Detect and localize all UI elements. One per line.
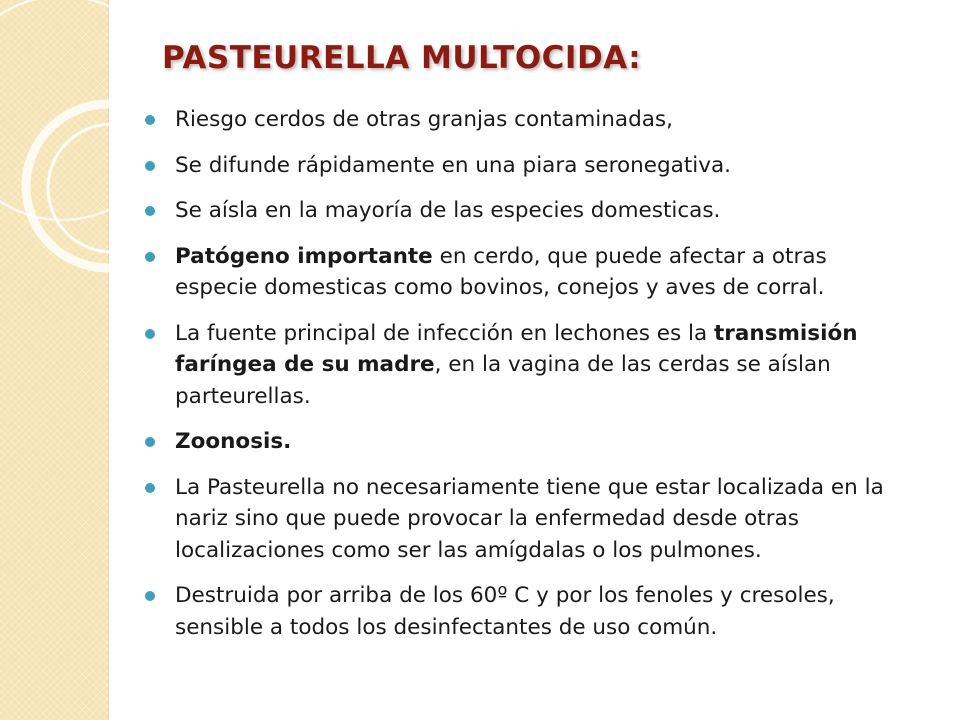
bullet-item [142, 426, 912, 458]
bullet-text-run: Destruida por arriba de los 60º C y por los fenoles y cresoles, sensible a todos los desinfectantes de uso común. [175, 583, 835, 640]
slide-title: PASTEURELLA MULTOCIDA: [162, 40, 642, 76]
bullet-dot-icon [145, 115, 155, 125]
bullet-item [142, 580, 912, 643]
bullet-text-run: , en la vagina de las cerdas se aíslan parteurellas. [175, 352, 831, 409]
bullet-text-run: Se difunde rápidamente en una piara seronegativa. [175, 152, 731, 178]
bullet-item [142, 241, 912, 304]
bullet-text-bold: transmisión faríngea de su madre [175, 320, 858, 377]
bullet-item [142, 150, 912, 182]
bullet-text [175, 583, 835, 640]
bullet-list [142, 104, 912, 657]
bullet-item [142, 104, 912, 136]
bullet-dot-icon [145, 252, 155, 262]
bullet-text [175, 244, 827, 301]
bullet-text [175, 153, 731, 178]
bullet-item [142, 195, 912, 227]
bullet-dot-icon [145, 437, 155, 447]
bullet-text-run: Se aísla en la mayoría de las especies domesticas. [175, 198, 721, 223]
bullet-dot-icon [145, 329, 155, 339]
bullet-text-run: La Pasteurella no necesariamente tiene que estar localizada en la nariz sino que puede provocar la enfermedad desde otras localizaciones como ser las amígdalas o los pulmones. [175, 474, 884, 563]
bullet-text-bold: Patógeno importante [175, 243, 433, 269]
bullet-item [142, 472, 912, 567]
bullet-text-run: La fuente principal de infección en lechones es la [175, 320, 715, 346]
bullet-dot-icon [145, 161, 155, 171]
bullet-text [175, 475, 884, 563]
bullet-dot-icon [145, 591, 155, 601]
bullet-item [142, 318, 912, 413]
bullet-text-bold: Zoonosis. [175, 429, 292, 454]
bullet-text-run: en cerdo, que puede afectar a otras especie domesticas como bovinos, conejos y aves de corral. [175, 243, 827, 300]
bullet-text [175, 198, 720, 223]
bullet-text [175, 429, 291, 454]
bullet-text [175, 321, 858, 409]
bullet-text [175, 107, 673, 132]
bullet-dot-icon [145, 206, 155, 216]
bullet-dot-icon [145, 483, 155, 493]
bullet-text-run: Riesgo cerdos de otras granjas contaminadas, [175, 107, 673, 132]
